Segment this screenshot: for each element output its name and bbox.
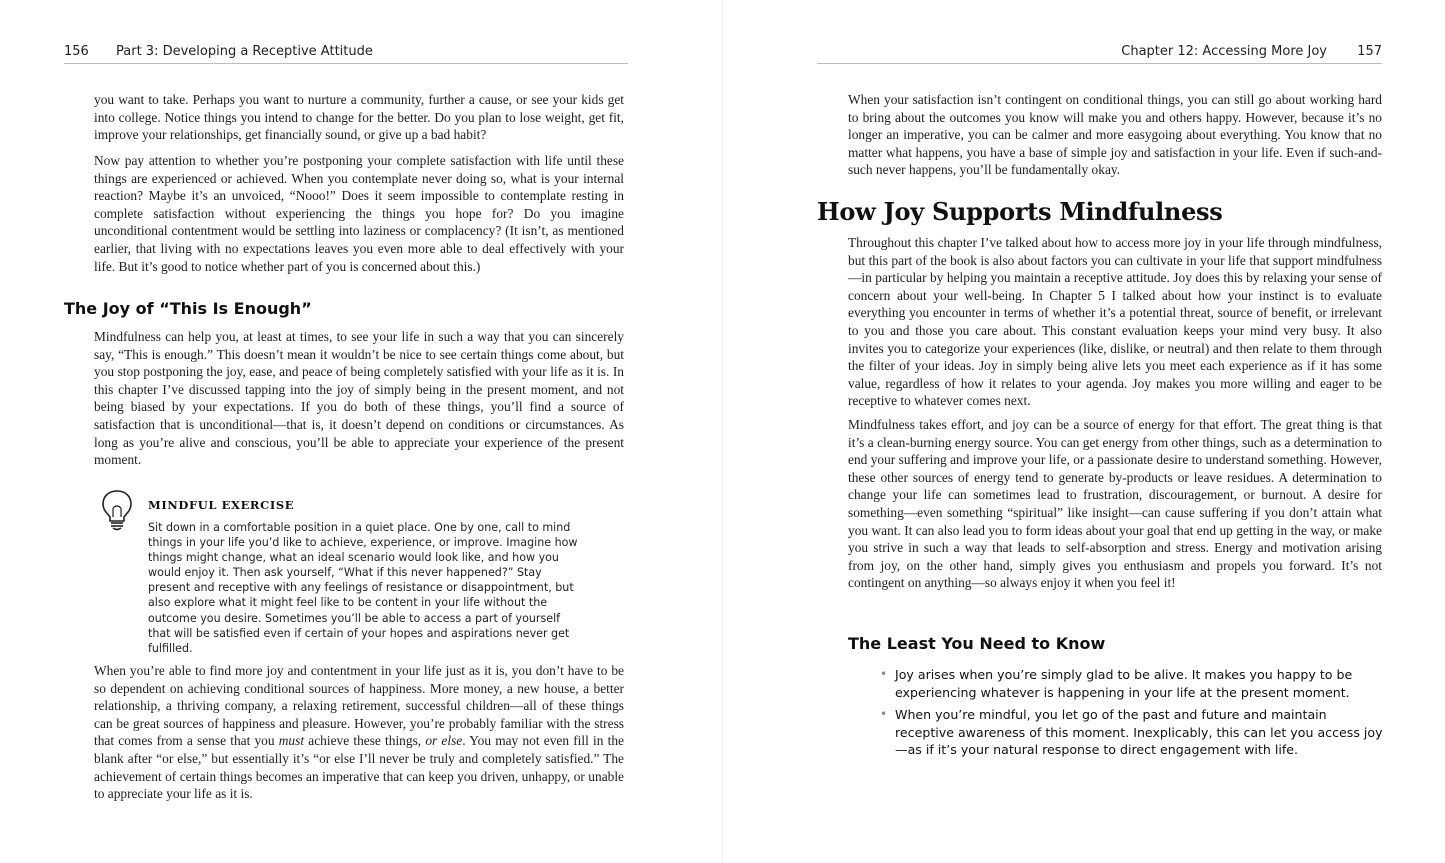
list-item: • When you’re mindful, you let go of the past and future and maintain receptive awareness of this moment. Inexplicably, this can let you access joy—as if it’s your natural response to direct engagement with life. <box>880 707 1383 757</box>
section-heading: The Least You Need to Know <box>848 634 1106 653</box>
paragraph: When your satisfaction isn’t contingent on conditional things, you can still go about working hard to bring about the outcomes you know will make you and others happy. However, because it’s no longer an imperative, you can be calmer and more easygoing about everything. You know that no matter what happens, you have a base of simple joy and satisfaction in your life. Even if such-and-such never happens, you’ll be fundamentally okay. <box>848 92 1382 178</box>
bullet-icon: • <box>880 667 888 681</box>
paragraph: you want to take. Perhaps you want to nurture a community, further a cause, or see your kids get into college. Notice things you intend to change for the better. Do you plan to lose weight, get fit, improve your relationships, get financially sound, or give up a bad habit? <box>94 92 624 143</box>
paragraph: Now pay attention to whether you’re postponing your complete satisfaction with life until these things are experienced or achieved. When you contemplate never doing so, what is your internal reaction? Maybe it’s an unvoiced, “Nooo!” Does it seem impossible to contemplate resting in complete satisfaction without experiencing the things you hope for? Do you imagine unconditional contentment would be settling into laziness or complacency? (It isn’t, as mentioned earlier, that living with no expectations leaves you even more able to deal effectively with your life. But it’s good to notice whether part of you is concerned about this.) <box>94 153 624 274</box>
bullet-icon: • <box>880 707 888 721</box>
paragraph: When you’re able to find more joy and contentment in your life just as it is, you don’t have to be so dependent on achieving conditional sources of happiness. More money, a new house, a better relationship, a thriving company, a relaxing retirement, successful children—all of these things can be great sources of happiness and pleasure. However, you’re probably familiar with the stress that comes from a sense that you must achieve these things, or else. You may not even fill in the blank after “or else,” but essentially it’s “or else I’ll never be truly and completely satisfied.” The achievement of certain things becomes an imperative that can keep you driven, unhappy, or unable to appreciate your life as it is. <box>94 663 624 802</box>
section-heading: The Joy of “This Is Enough” <box>64 299 312 318</box>
chapter-section-heading: How Joy Supports Mindfulness <box>817 197 1223 226</box>
right-page <box>723 0 1445 863</box>
running-head-title: Part 3: Developing a Receptive Attitude <box>116 44 373 59</box>
paragraph: Mindfulness can help you, at least at times, to see your life in such a way that you can sincerely say, “This is enough.” This doesn’t mean it wouldn’t be nice to see certain things come about, but you stop postponing the joy, ease, and peace of being completely satisfied with your life as it is. In this chapter I’ve discussed tapping into the joy of simply being in the present moment, and not being biased by your expectations. If you do both of these things, you’ll find a source of satisfaction that is unconditional—that is, it doesn’t depend on conditions or circumstances. As long as you’re alive and conscious, you’ll be able to appreciate your experience of the present moment. <box>94 329 624 468</box>
lightbulb-icon <box>100 488 134 532</box>
running-head-title: Chapter 12: Accessing More Joy <box>1121 44 1327 59</box>
list-item: • Joy arises when you’re simply glad to be alive. It makes you happy to be experiencing whatever is happening in your life at the present moment. <box>880 667 1353 700</box>
exercise-title: MINDFUL EXERCISE <box>148 498 295 512</box>
paragraph: Mindfulness takes effort, and joy can be a source of energy for that effort. The great thing is that it’s a clean-burning energy source. You can get energy from other things, such as a determination to end your suffering and improve your life, or a passionate desire to understand something. However, these other sources of energy tend to generate by-products or leave residues. A determination to change your life can sometimes lead to frustration, discouragement, or burnout. A desire for something—even something “spiritual” like insight—can cause suffering if you don’t attain what you want. It can also lead you to form ideas about your goal that end up getting in the way, or make you strive in such a way that leads to self-absorption and stress. Energy and motivation arising from joy, on the other hand, simply gives you enthusiasm and propels you forward. It’s not contingent on anything—so always enjoy it when you feel it! <box>848 417 1382 591</box>
left-page <box>0 0 722 863</box>
running-head-left <box>64 44 628 64</box>
page-number: 157 <box>1357 44 1382 59</box>
running-head-right <box>817 44 1382 64</box>
paragraph: Throughout this chapter I’ve talked about how to access more joy in your life through mindfulness, but this part of the book is also about factors you can cultivate in your life that support mindfulness—in particular by helping you maintain a receptive attitude. Joy does this by relaxing your sense of concern about your well-being. In Chapter 5 I talked about how your instinct is to evaluate everything you encounter in terms of whether it’s a potential threat, source of benefit, or irrelevant to you and those you care about. This constant evaluation keeps your mind very busy. It also invites you to categorize your experiences (like, dislike, or neutral) and then relate to them through the filter of your ideas. Joy in simply being alive lets you meet each experience as if it has some value, regardless of how it relates to your agenda. Joy makes you more willing and eager to be receptive to whatever comes next. <box>848 235 1382 409</box>
page-number: 156 <box>64 44 89 59</box>
exercise-body: Sit down in a comfortable position in a quiet place. One by one, call to mind things in your life you’d like to achieve, experience, or improve. Imagine how things might change, what an ideal scenario would look like, and how you would enjoy it. Then ask yourself, “What if this never happened?” Stay present and receptive with any feelings of resistance or disappointment, but also explore what it might feel like to be content in your life without the outcome you desire. Sometimes you’ll be able to access a part of yourself that will be satisfied even if certain of your hopes and aspirations never get fulfilled. <box>148 521 578 655</box>
emphasis: or else <box>425 733 463 749</box>
emphasis: must <box>278 733 305 749</box>
summary-list <box>880 666 1385 764</box>
